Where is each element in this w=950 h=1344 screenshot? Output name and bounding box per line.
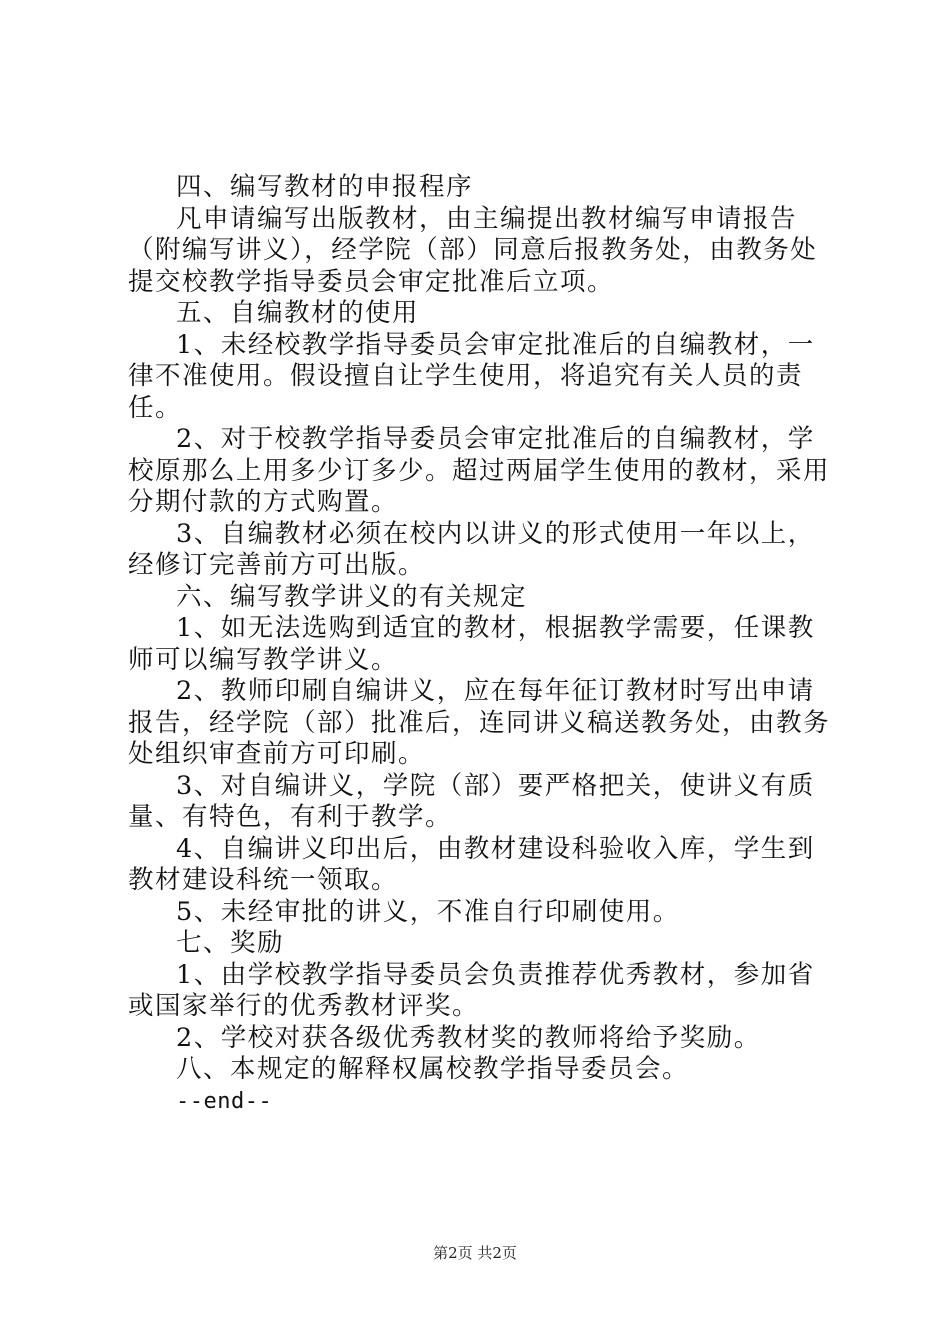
paragraph: 2、学校对获各级优秀教材奖的教师将给予奖励。 bbox=[176, 1022, 761, 1053]
paragraph: 4、自编讲义印出后，由教材建设科验收入库，学生到教材建设科统一领取。 bbox=[128, 833, 815, 895]
document-body bbox=[0, 172, 950, 1117]
paragraph: 1、如无法选购到适宜的教材，根据教学需要，任课教师可以编写教学讲义。 bbox=[128, 613, 815, 675]
section-heading-8: 八、本规定的解释权属校教学指导委员会。 bbox=[176, 1054, 690, 1084]
paragraph: 1、未经校教学指导委员会审定批准后的自编教材，一律不准使用。假设擅自让学生使用，将追究有关人员的责任。 bbox=[128, 329, 815, 423]
paragraph: 3、对自编讲义，学院（部）要严格把关，使讲义有质量、有特色，有利于教学。 bbox=[128, 770, 815, 832]
paragraph: 3、自编教材必须在校内以讲义的形式使用一年以上，经修订完善前方可出版。 bbox=[128, 518, 815, 580]
paragraph: 2、教师印刷自编讲义，应在每年征订教材时写出申请报告，经学院（部）批准后，连同讲义稿送教务处，由教务处组织审查前方可印刷。 bbox=[128, 676, 831, 769]
page-number-footer: 第2页 共2页 bbox=[433, 1244, 517, 1262]
paragraph: 2、对于校教学指导委员会审定批准后的自编教材，学校原那么上用多少订多少。超过两届学生使用的教材，采用分期付款的方式购置。 bbox=[128, 424, 831, 517]
section-heading-6: 六、编写教学讲义的有关规定 bbox=[176, 581, 528, 612]
section-heading-7: 七、奖励 bbox=[176, 928, 285, 958]
paragraph: 凡申请编写出版教材，由主编提出教材编写申请报告（附编写讲义），经学院（部）同意后报教务处，由教务处提交校教学指导委员会审定批准后立项。 bbox=[128, 203, 818, 297]
paragraph: 5、未经审批的讲义，不准自行印刷使用。 bbox=[176, 896, 680, 927]
section-heading-4: 四、编写教材的申报程序 bbox=[176, 172, 474, 202]
section-heading-5: 五、自编教材的使用 bbox=[176, 298, 420, 328]
paragraph: 1、由学校教学指导委员会负责推荐优秀教材，参加省或国家举行的优秀教材评奖。 bbox=[128, 959, 815, 1021]
end-marker: --end-- bbox=[176, 1088, 273, 1114]
